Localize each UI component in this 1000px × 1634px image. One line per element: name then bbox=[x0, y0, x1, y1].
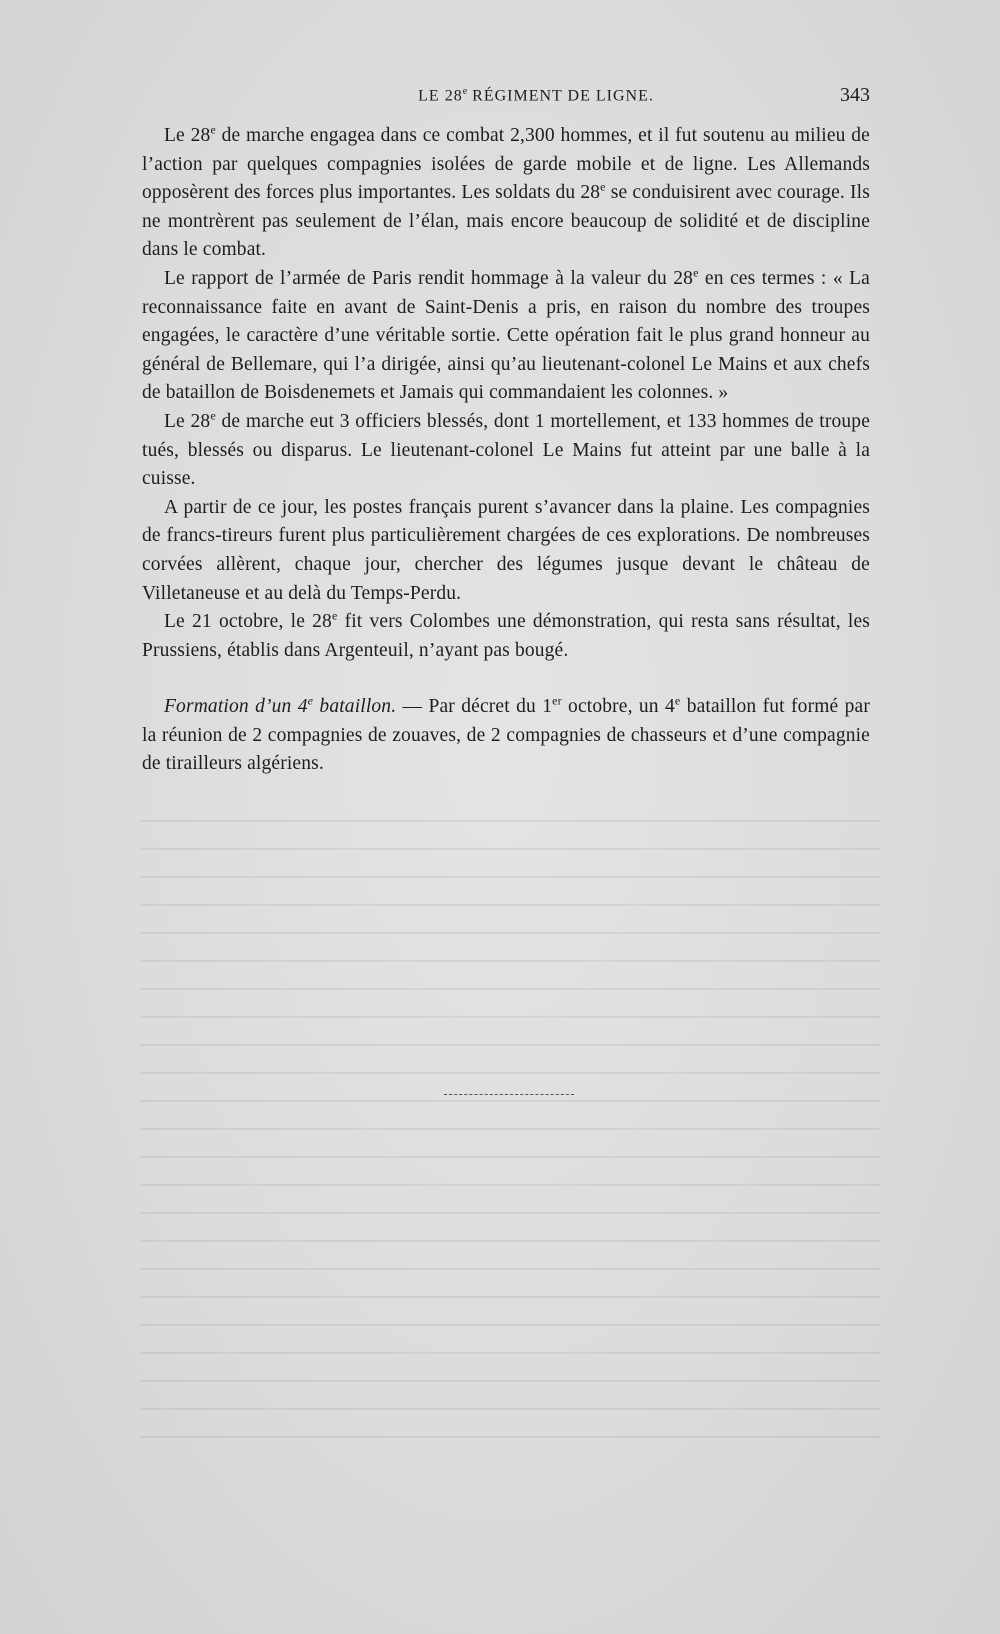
text-run: A partir de ce jour, les postes français purent s’avancer dans la plaine. Les compagnies de francs-tireurs furent plus particulièrement chargées de ces explorations. De nombreuses corvées allèrent, chaque jour, chercher des légumes jusque devant le château de Villetaneuse et au delà du Temps-Perdu. bbox=[142, 496, 870, 604]
text-run: en ces termes : « La reconnaissance faite en avant de Saint-Denis a pris, en raison du nombre des troupes engagées, le caractère d’une véritable sortie. Cette opération fait le plus grand honneur au général de Bellemare, qui l’a dirigée, ainsi qu’au lieutenant-colonel Le Mains et aux chefs de bataillon de Boisdenemets et Jamais qui commandaient les colonnes. » bbox=[142, 267, 870, 404]
superscript: er bbox=[552, 693, 562, 708]
superscript: e bbox=[600, 179, 606, 194]
section-heading-superscript: e bbox=[307, 693, 314, 708]
text-run: octobre, un 4 bbox=[561, 696, 675, 718]
text-run: bataillon fut formé par la réunion de 2 compagnies de zouaves, de 2 compagnies de chasseurs et d’une compagnie de tirailleurs algériens. bbox=[142, 696, 870, 775]
running-title bbox=[142, 86, 870, 105]
text-run: fit vers Colombes une démonstration, qui resta sans résultat, les Prussiens, établis dans Argenteuil, n’ayant pas bougé. bbox=[142, 611, 870, 661]
text-run: Le 28 bbox=[164, 125, 211, 146]
page-header bbox=[142, 86, 870, 112]
bleed-through-shadow bbox=[140, 820, 880, 1460]
superscript: e bbox=[331, 608, 338, 623]
section-heading-post: bataillon. bbox=[313, 696, 397, 718]
text-run: de marche engagea dans ce combat 2,300 hommes, et il fut soutenu au milieu de l’action par quelques compagnies isolées de garde mobile et de ligne. Les Allemands opposèrent des forces plus importantes. Les soldats du 28 bbox=[142, 125, 870, 204]
running-title-post: RÉGIMENT DE LIGNE. bbox=[467, 87, 654, 105]
page-number: 343 bbox=[840, 84, 870, 106]
paragraph bbox=[142, 494, 870, 608]
superscript: e bbox=[210, 122, 216, 137]
text-run: — Par décret du 1 bbox=[396, 696, 553, 718]
text-run: de marche eut 3 officiers blessés, dont 1 mortellement, et 133 hommes de troupe tués, blessés ou disparus. Le lieutenant-colonel Le Mains fut atteint par une balle à la cuisse. bbox=[142, 410, 870, 490]
section-paragraph bbox=[142, 693, 870, 779]
paragraph bbox=[142, 608, 870, 665]
section-gap bbox=[142, 665, 870, 693]
section-heading bbox=[164, 693, 397, 718]
superscript: e bbox=[210, 408, 216, 423]
text-run: se conduisirent avec courage. Ils ne montrèrent pas seulement de l’élan, mais encore beaucoup de solidité et de discipline dans le combat. bbox=[142, 182, 870, 261]
superscript: e bbox=[674, 693, 681, 708]
text-run: Le 21 octobre, le 28 bbox=[164, 611, 332, 633]
end-rule bbox=[444, 1094, 574, 1095]
text-run: Le 28 bbox=[164, 410, 211, 432]
paragraph bbox=[142, 408, 870, 494]
paragraph bbox=[142, 122, 870, 265]
paragraph bbox=[142, 265, 870, 408]
superscript: e bbox=[693, 265, 699, 280]
text-run: Le rapport de l’armée de Paris rendit hommage à la valeur du 28 bbox=[164, 267, 694, 289]
running-title-pre: LE 28 bbox=[418, 87, 463, 105]
body-text bbox=[142, 122, 870, 779]
section-heading-pre: Formation d’un 4 bbox=[164, 696, 308, 718]
running-title-superscript: e bbox=[462, 86, 468, 97]
